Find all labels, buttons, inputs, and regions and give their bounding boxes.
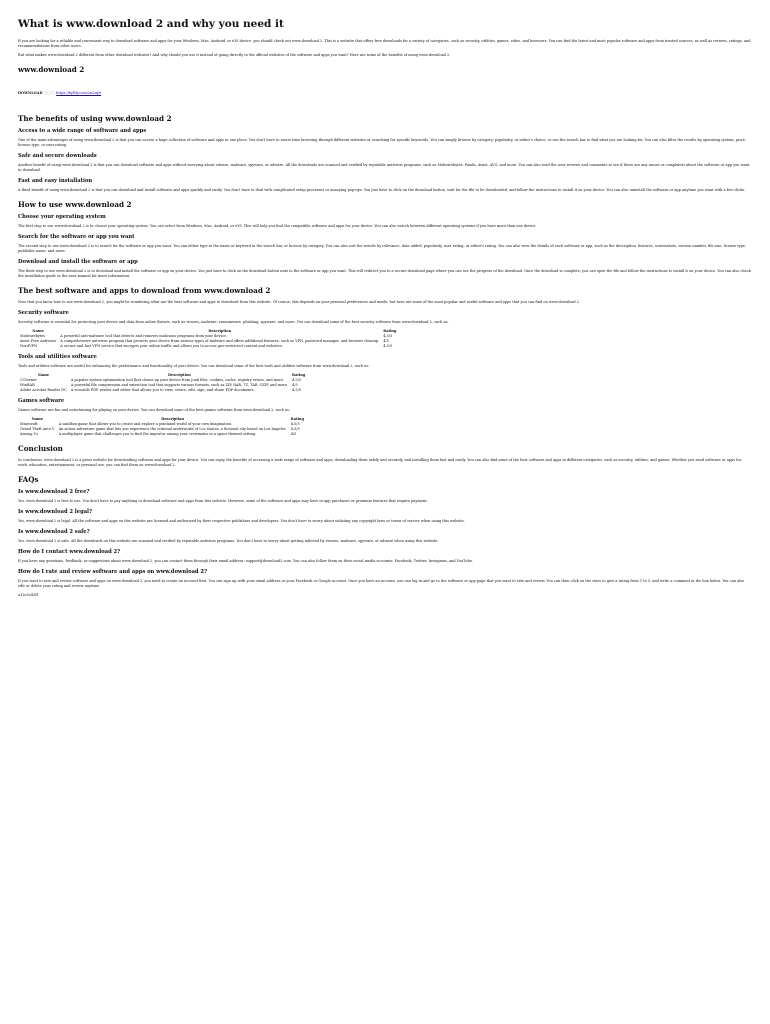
step-title: Search for the software or app you want	[18, 234, 135, 240]
faq-heading: FAQs	[18, 475, 39, 484]
faq-answer: Yes, www.download 2 is free to use. You don't have to pay anything to download software and apps from this website. However, some of the software and apps may have in-app purchases or premium features that require payment.	[18, 499, 428, 503]
conclusion-heading: Conclusion	[18, 444, 63, 453]
software-name-cell: Avast Free Antivirus	[20, 339, 57, 343]
site-heading: www.download 2	[18, 65, 85, 74]
intro-paragraph: If you are looking for a reliable and convenient way to download software and apps for your Windows, Mac, Android, or iOS device, you should check out www.download 2. This is a website that offers free downloads for a variety of categories, such as security, utilities, games, video, and browsers. You can find the latest and most popular software and apps from trusted sources, as well as reviews, ratings, and recommendations from other users.	[18, 39, 751, 48]
column-header: Rating	[292, 373, 306, 377]
benefit-text: A third benefit of using www.download 2 is that you can download and install software and apps quickly and easily. You don't have to deal with complicated setup processes or annoying pop-ups. You just have to click on the download button, wait for the file to be downloaded, and follow the instructions to install it on your device. You can also uninstall the software or app anytime you want with a few clicks.	[18, 188, 746, 192]
software-name-cell: Minecraft	[20, 422, 38, 426]
software-rating-cell: 4.5/5	[292, 388, 302, 392]
table-row	[18, 344, 398, 349]
step-text: The second step to use www.download 2 is to search for the software or app you want. You can either type in the name or keyword in the search bar, or browse by category. You can also sort the results by relevance, date added, popularity, user rating, or editor's rating. You can also view the details of each software or app, such as the description, features, screenshots, version number, file size, license type, publisher name, and more.	[18, 244, 747, 253]
software-rating-cell: 4/5	[292, 383, 298, 387]
category-text: Games software are fun and entertaining for playing on your device. You can download some of the best games software from www.download 2, such as:	[18, 408, 291, 412]
software-rating-cell: 4.5/5	[292, 378, 302, 382]
category-text: Security software is essential for protecting your device and data from online threats, such as viruses, malware, ransomware, phishing, spyware, and more. You can download some of the best security software from www.download 2, such as:	[18, 320, 449, 324]
software-rating-cell: 4.5/5	[290, 427, 300, 431]
download-label: DOWNLOAD	[18, 91, 43, 95]
software-name-cell: Among Us	[20, 432, 39, 436]
software-description-cell: A popular system optimization tool that cleans up your device from junk files, cookies, cache, registry errors, and more.	[70, 378, 285, 382]
faq-answer: If you have any questions, feedback, or suggestions about www.download 2, you can contact them through their email address: support@download2.com. You can also follow them on their social media accounts: Facebook, Twitter, Instagram, and YouTube.	[18, 559, 474, 563]
best-heading: The best software and apps to download from www.download 2	[18, 286, 271, 295]
footer-code: a12e5c43f1	[18, 593, 39, 597]
column-header: Name	[31, 417, 43, 421]
software-description-cell: A comprehensive antivirus program that protects your device from various types of malware and offers additional features, such as VPN, password manager, and browser cleanup.	[60, 339, 380, 343]
benefit-title: Fast and easy installation	[18, 178, 93, 184]
software-description-cell: A powerful file compression and extraction tool that supports various formats, such as ZIP, RAR, 7Z, TAR, GZIP, and more.	[70, 383, 289, 387]
download-line	[18, 91, 752, 95]
software-name-cell: Malwarebytes	[20, 334, 46, 338]
category-title: Tools and utilities software	[18, 354, 97, 360]
benefit-text: One of the main advantages of using www.download 2 is that you can access a huge collection of software and apps in one place. You don't have to waste time browsing through different websites or searching for specific keywords. You can simply browse by category, popularity, or editor's choice, or use the search bar to find what you are looking for. You can also filter the results by operating system, price, license type, or user rating.	[18, 138, 746, 147]
software-description-cell: An action-adventure game that lets you experience the criminal underworld of Los Santos, a fictional city based on Los Angeles.	[58, 427, 287, 431]
benefit-text: Another benefit of using www.download 2 is that you can download software and apps without worrying about viruses, malware, spyware, or adware. All the downloads are scanned and verified by reputable antivirus programs, such as Malwarebytes, Panda, Avast, AVG, and more. You can also read the user reviews and comments to see if there are any issues or complaints about the software or app you want to download.	[18, 163, 750, 172]
page-title: What is www.download 2 and why you need it	[18, 18, 284, 30]
table-row	[18, 388, 307, 393]
benefit-title: Access to a wide range of software and apps	[18, 128, 147, 134]
faq-answer: Yes, www.download 2 is legal. All the software and apps on this website are licensed and authorized by their respective publishers and developers. You don't have to worry about violating any copyright laws or terms of service when using this website.	[18, 519, 465, 523]
software-name-cell: NordVPN	[20, 344, 38, 348]
software-description-cell: A versatile PDF reader and editor that allows you to view, create, edit, sign, and share PDF documents.	[70, 388, 255, 392]
software-table	[18, 373, 307, 393]
software-name-cell: Grand Theft Auto V	[20, 427, 55, 431]
column-header: Rating	[290, 417, 304, 421]
benefits-heading: The benefits of using www.download 2	[18, 114, 172, 123]
category-text: Tools and utilities software are useful for enhancing the performance and functionality of your device. You can download some of the best tools and utilities software from www.download 2, such as:	[18, 364, 370, 368]
software-name-cell: Adobe Acrobat Reader DC	[20, 388, 67, 392]
conclusion-text: In conclusion, www.download 2 is a great website for downloading software and apps for your device. You can enjoy the benefits of accessing a wide range of software and apps, downloading them safely and securely, and installing them fast and easily. You can also find some of the best software and apps in different categories, such as security, utilities, and games. Whether you need software or apps for work, education, entertainment, or personal use, you can find them on www.download 2.	[18, 458, 742, 467]
step-text: The first step to use www.download 2 is to choose your operating system. You can select from Windows, Mac, Android, or iOS. This will help you find the compatible software and apps for your device. You can also switch between different operating systems if you have more than one device.	[18, 224, 537, 228]
faq-question: How do I rate and review software and apps on www.download 2?	[18, 569, 208, 575]
column-header: Rating	[383, 329, 397, 333]
software-rating-cell: 4/5	[290, 432, 297, 436]
download-link[interactable]: https://byltly.com/2nLuy8	[56, 91, 102, 95]
column-header: Name	[37, 373, 50, 377]
column-header: Name	[32, 329, 44, 333]
software-table	[18, 417, 306, 437]
column-header: Description	[161, 417, 185, 421]
placeholder-glyphs: ▢▢▢	[43, 91, 56, 95]
faq-question: How do I contact www.download 2?	[18, 549, 121, 555]
software-rating-cell: 4.5/5	[383, 334, 393, 338]
category-title: Security software	[18, 310, 69, 316]
software-description-cell: A powerful anti-malware tool that detects and removes malicious programs from your device.	[60, 334, 227, 338]
faq-question: Is www.download 2 free?	[18, 489, 90, 495]
faq-question: Is www.download 2 safe?	[18, 529, 90, 535]
faq-question: Is www.download 2 legal?	[18, 509, 93, 515]
step-title: Choose your operating system	[18, 214, 106, 220]
category-title: Games software	[18, 398, 65, 404]
software-description-cell: A secure and fast VPN service that encrypts your online traffic and allows you to access geo-restricted content and websites.	[60, 344, 283, 348]
faq-answer: If you want to rate and review software and apps on www.download 2, you need to create an account first. You can sign up with your email address or your Facebook or Google account. Once you have an account, you can log in and go to the software or app page that you want to rate and review. You can then click on the stars to give a rating from 1 to 5, and write a comment in the box below. You can also edit or delete your rating and review anytime.	[18, 579, 745, 588]
benefit-title: Safe and secure downloads	[18, 153, 97, 159]
column-header: Description	[208, 329, 232, 333]
step-title: Download and install the software or app	[18, 259, 138, 265]
best-intro: Now that you know how to use www.download 2, you might be wondering what are the best software and apps to download from this website. Of course, this depends on your personal preferences and needs, but here are some of the most popular and useful software and apps that you can find on www.download 2.	[18, 300, 581, 304]
software-rating-cell: 4.5/5	[383, 344, 393, 348]
software-name-cell: CCleaner	[20, 378, 37, 382]
intro-paragraph: But what makes www.download 2 different from other download websites? And why should you use it instead of going directly to the official websites of the software and apps you want? Here are some of the benefits of using www.download 2.	[18, 53, 451, 57]
step-text: The third step to use www.download 2 is to download and install the software or app on your device. You just have to click on the download button next to the software or app you want. This will redirect you to a secure download page where you can see the progress of the download. Once the download is complete, you can open the file and follow the instructions to install it on your device. You can also check the installation guide or the user manual for more information.	[18, 269, 751, 278]
faq-answer: Yes, www.download 2 is safe. All the downloads on this website are scanned and verified by reputable antivirus programs. You don't have to worry about getting infected by viruses, malware, spyware, or adware when using this website.	[18, 539, 439, 543]
software-description-cell: A multiplayer game that challenges you to find the impostor among your crewmates in a space-themed setting.	[58, 432, 257, 436]
howto-heading: How to use www.download 2	[18, 200, 132, 209]
software-rating-cell: 4.5/5	[290, 422, 300, 426]
software-rating-cell: 4/5	[383, 339, 389, 343]
software-name-cell: WinRAR	[20, 383, 35, 387]
column-header: Description	[168, 373, 191, 377]
software-table	[18, 329, 398, 349]
software-description-cell: A sandbox game that allows you to create and explore a pixelated world of your own imagination.	[58, 422, 233, 426]
table-row	[18, 432, 306, 437]
